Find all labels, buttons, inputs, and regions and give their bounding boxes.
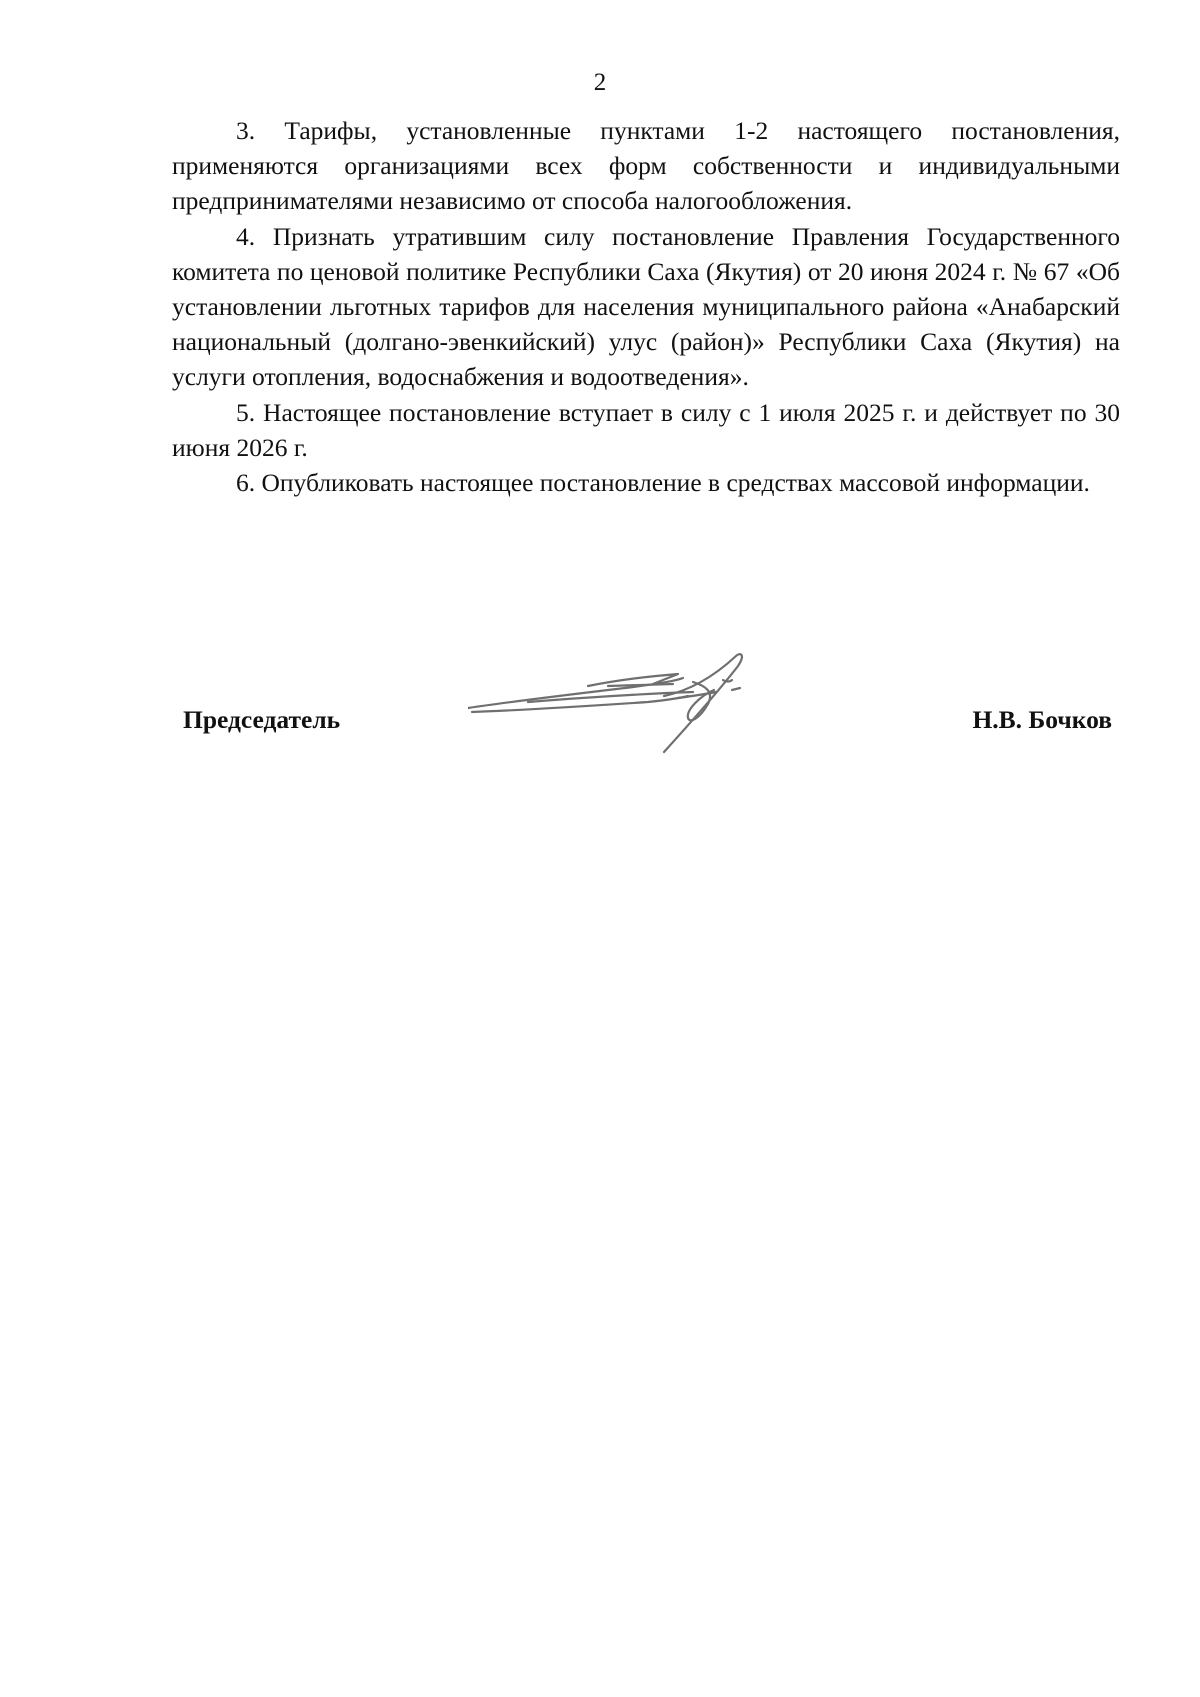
signatory-name: Н.В. Бочков — [972, 705, 1112, 734]
signatory-title: Председатель — [183, 705, 341, 734]
paragraph-item-3: 3. Тарифы, установленные пунктами 1-2 настоящего постановления, применяются организациями всех форм собственности и индивидуальными предпринимателями независимо от способа налогообложения. — [172, 116, 1120, 216]
paragraph-item-6: 6. Опубликовать настоящее постановление в средствах массовой информации. — [236, 468, 1090, 498]
document-body — [172, 113, 1120, 500]
paragraph-item-5: 5. Настоящее постановление вступает в силу с 1 июля 2025 г. и действует по 30 июня 2026 г. — [172, 397, 1120, 462]
signature-block — [0, 700, 1200, 740]
page-number: 2 — [593, 69, 607, 96]
paragraph-item-4: 4. Признать утратившим силу постановление Правления Государственного комитета по ценовой политике Республики Саха (Якутия) от 20 июня 2024 г. № 67 «Об установлении льготных тарифов для населения муниципального района «Анабарский национальный (долгано-эвенкийский) улус (район)» Республики Саха (Якутия) на услуги отопления, водоснабжения и водоотведения». — [172, 221, 1120, 392]
